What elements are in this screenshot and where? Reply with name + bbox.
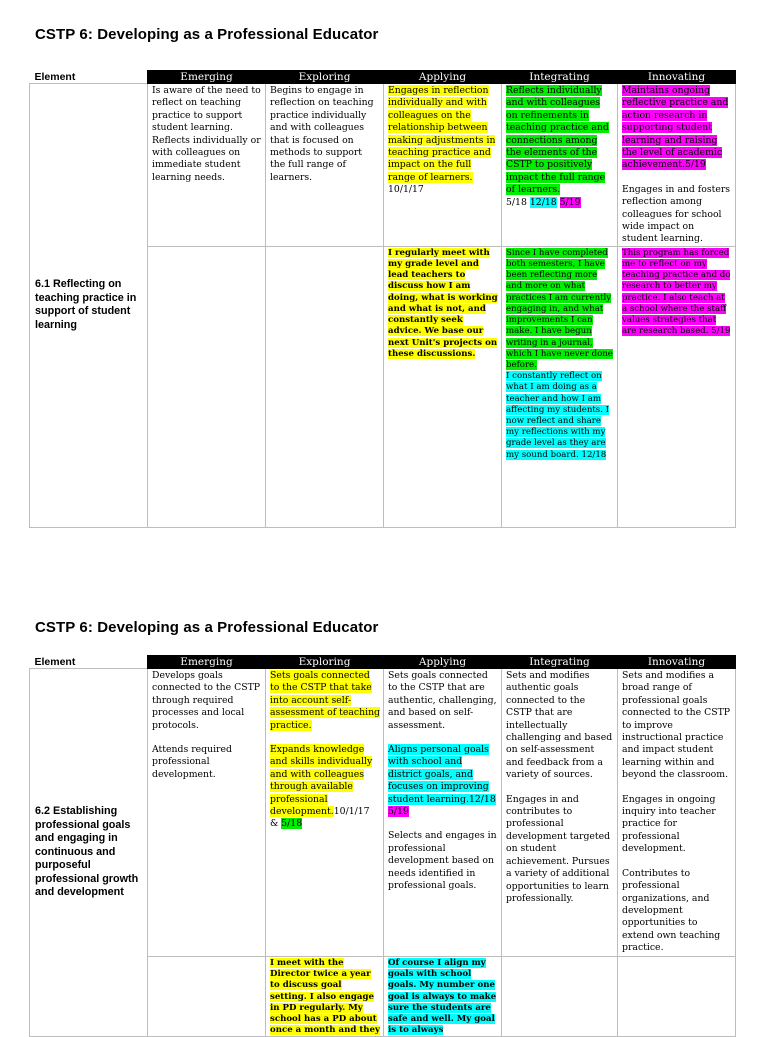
element-label: 6.2 Establishing professional goals and engaging in continuous and purposeful professional growth and development: [30, 669, 148, 1037]
reflection-integrating: [502, 246, 618, 527]
reflection-exploring-text: I meet with the Director twice a year to discuss goal setting. I also engage in PD regularly. My school has a PD about once a month and they: [270, 958, 381, 1036]
date-integrating-2: 12/18: [529, 196, 557, 208]
highlight-applying-2: Aligns personal goals with school and district goals, and focuses on improving student learning.12/18: [388, 744, 496, 805]
reflection-integrating-b: I constantly reflect on what I am doing as a teacher and how I am affecting my students. I now reflect and share my reflections with my grade level as they are my sound board. 12/18: [506, 371, 610, 460]
header-element: Element: [30, 71, 148, 84]
cell-integrating: [502, 669, 618, 957]
header-emerging: Emerging: [148, 71, 266, 84]
reflection-emerging: [148, 957, 266, 1037]
emerging-second: Attends required professional development.: [152, 744, 232, 780]
cell-emerging: [148, 669, 266, 957]
date-applying: 10/1/17: [388, 184, 424, 196]
cell-integrating: [502, 84, 618, 247]
reflection-integrating-a: Since I have completed both semesters, I have been reflecting more and more on what practices I am currently engaging in, and what improvements I can make. I have begun writing in a journal, which I have never done before.: [506, 247, 613, 370]
header-innovating: Innovating: [618, 71, 736, 84]
section-1-title: CSTP 6: Developing as a Professional Educator: [35, 26, 379, 43]
header-element: Element: [30, 656, 148, 669]
date-integrating-3: 5/19: [559, 196, 581, 208]
innovating-third: Contributes to professional organizations, and development opportunities to extend own teaching practice.: [622, 867, 721, 954]
table-header-row: [30, 656, 736, 669]
rubric-table-6-2: [29, 655, 736, 1037]
date-exploring: 10/1/17 &: [270, 806, 370, 830]
cell-applying: [384, 84, 502, 247]
date-applying-2: 5/19: [388, 806, 409, 818]
header-exploring: Exploring: [266, 656, 384, 669]
descriptor-row: [30, 669, 736, 957]
header-applying: Applying: [384, 71, 502, 84]
cell-innovating: [618, 669, 736, 957]
reflection-applying: [384, 246, 502, 527]
reflection-integrating: [502, 957, 618, 1037]
header-innovating: Innovating: [618, 656, 736, 669]
integrating-second: Engages in and contributes to professional development targeted on student achievement. Pursues a variety of additional opportunities to learn professionally.: [506, 793, 611, 904]
cell-applying: [384, 669, 502, 957]
cell-exploring: Begins to engage in reflection on teaching practice individually and with colleagues that is focused on methods to support the full range of learners.: [266, 84, 384, 247]
reflection-exploring: [266, 957, 384, 1037]
reflection-emerging: [148, 246, 266, 527]
descriptor-row: [30, 84, 736, 247]
highlight-exploring-1: Sets goals connected to the CSTP that take into account self-assessment of teaching practice.: [270, 670, 381, 731]
highlight-integrating: Reflects individually and with colleagues on refinements in teaching practice and connections among the elements of the CSTP to positively impact the full range of learners.: [506, 85, 609, 196]
reflection-applying: [384, 957, 502, 1037]
cell-emerging: Is aware of the need to reflect on teaching practice to support student learning. Reflects individually or with colleagues on immediate student learning needs.: [148, 84, 266, 247]
date-exploring-2: 5/18: [281, 818, 303, 830]
element-label: 6.1 Reflecting on teaching practice in support of student learning: [30, 84, 148, 528]
section-2-title: CSTP 6: Developing as a Professional Educator: [35, 619, 379, 636]
header-emerging: Emerging: [148, 656, 266, 669]
date-integrating-1: 5/18: [506, 196, 527, 208]
cell-exploring: [266, 669, 384, 957]
emerging-first: Develops goals connected to the CSTP through required processes and local protocols.: [152, 670, 261, 731]
reflection-exploring: [266, 246, 384, 527]
applying-third: Selects and engages in professional development based on needs identified in professional goals.: [388, 830, 497, 892]
table-header-row: [30, 71, 736, 84]
innovating-second: Engages in and fosters reflection among colleagues for school wide impact on student learning.: [622, 183, 731, 245]
header-exploring: Exploring: [266, 71, 384, 84]
reflection-innovating: [618, 246, 736, 527]
innovating-first: Sets and modifies a broad range of professional goals connected to the CSTP to improve instructional practice and impact student learning within and beyond the classroom.: [622, 670, 731, 781]
highlight-exploring-2: Expands knowledge and skills individually and with colleagues through available professional development.: [270, 744, 373, 818]
integrating-first: Sets and modifies authentic goals connected to the CSTP that are intellectually challenging and based on self-assessment and feedback from a variety of sources.: [506, 670, 613, 781]
highlight-innovating: Maintains ongoing reflective practice and action research in supporting student learning and raising the level of academic achievement.5/19: [622, 85, 729, 171]
reflection-applying-text: Of course I align my goals with school goals. My number one goal is always to make sure the students are safe and well. My goal is to always: [388, 958, 497, 1036]
header-integrating: Integrating: [502, 656, 618, 669]
reflection-innovating: [618, 957, 736, 1037]
applying-first: Sets goals connected to the CSTP that are authentic, challenging, and based on self-assessment.: [388, 670, 497, 731]
rubric-table-6-1: [29, 70, 736, 528]
innovating-second: Engages in ongoing inquiry into teacher practice for professional development.: [622, 793, 716, 855]
reflection-applying-text: I regularly meet with my grade level and lead teachers to discuss how I am doing, what is working and what is not, and constantly seek advice. We base our next Unit's projects on these discussions.: [388, 247, 498, 359]
reflection-innovating-text: This program has forced me to reflect on my teaching practice and do research to better my practice. I also teach at a school where the staff values strategies that are research based. 5/19: [622, 247, 731, 337]
cell-innovating: [618, 84, 736, 247]
header-applying: Applying: [384, 656, 502, 669]
highlight-applying: Engages in reflection individually and with colleagues on the relationship between making adjustments in teaching practice and impact on the full range of learners.: [388, 85, 496, 183]
header-integrating: Integrating: [502, 71, 618, 84]
